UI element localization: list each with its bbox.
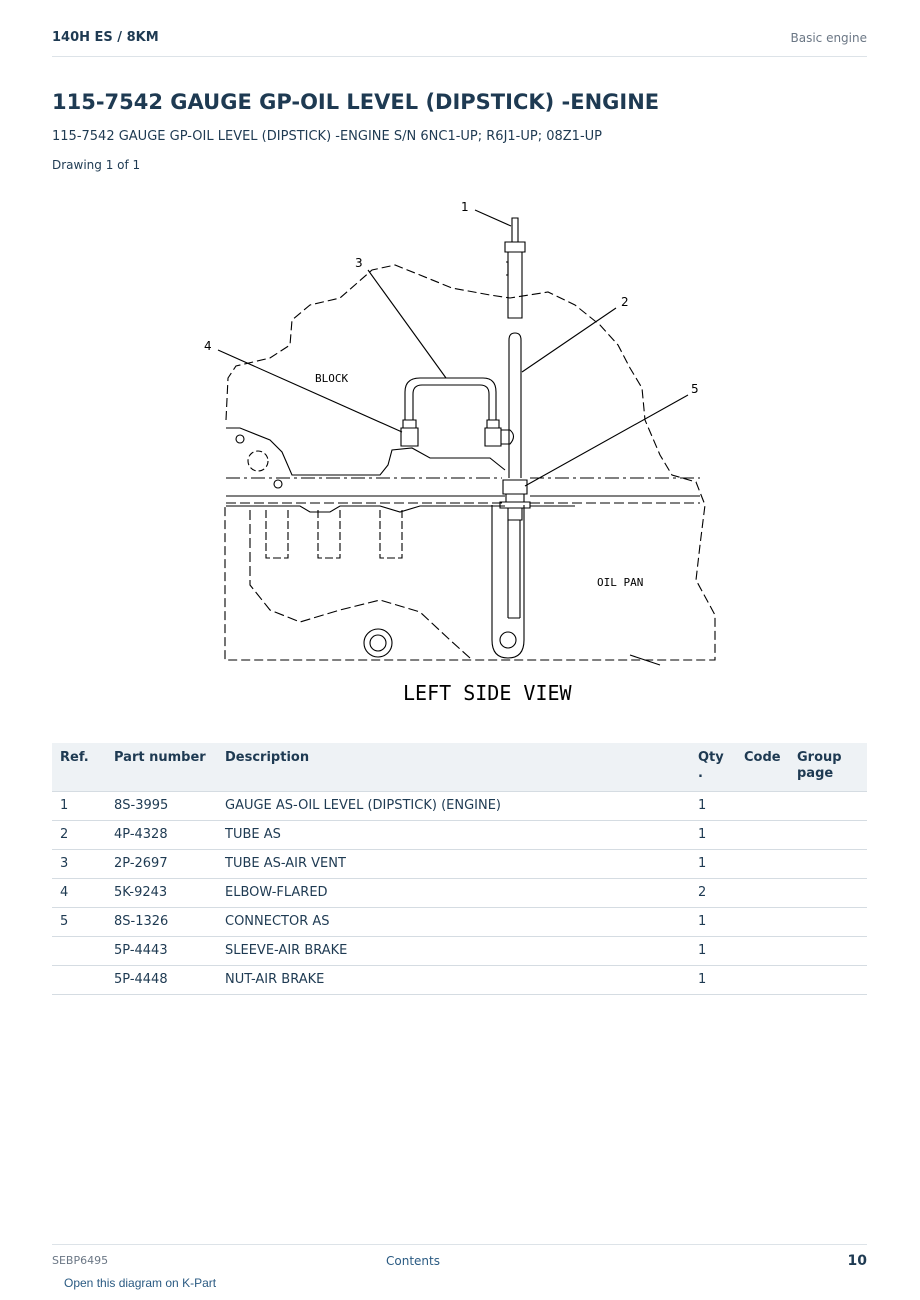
cell-code	[738, 879, 791, 908]
block-label: BLOCK	[315, 372, 349, 385]
cell-qty: 1	[692, 908, 738, 937]
contents-link[interactable]: Contents	[386, 1254, 440, 1268]
block-lower-edge	[226, 428, 505, 475]
leader-2	[522, 308, 616, 372]
cell-description: NUT-AIR BRAKE	[219, 966, 692, 995]
oil-pan-label: OIL PAN	[597, 576, 644, 589]
header-ref: Ref.	[52, 743, 108, 792]
view-label: LEFT SIDE VIEW	[403, 681, 572, 705]
callout-1: 1	[461, 200, 469, 214]
table-header-row	[52, 743, 867, 792]
cell-group-page	[791, 792, 867, 821]
drain-boss	[364, 629, 392, 657]
cell-description: ELBOW-FLARED	[219, 879, 692, 908]
page-subtitle: 115-7542 GAUGE GP-OIL LEVEL (DIPSTICK) -ENGINE S/N 6NC1-UP; R6J1-UP; 08Z1-UP	[52, 129, 602, 144]
parts-diagram	[150, 192, 770, 712]
open-k-part-link[interactable]: Open this diagram on K-Part	[64, 1276, 217, 1290]
section-name: Basic engine	[790, 31, 867, 45]
sump-pocket-3	[380, 510, 402, 558]
cell-ref: 4	[52, 879, 108, 908]
cell-description: CONNECTOR AS	[219, 908, 692, 937]
callout-5: 5	[691, 382, 699, 396]
cell-ref: 2	[52, 821, 108, 850]
pan-edge	[226, 506, 575, 512]
cell-ref	[52, 966, 108, 995]
cell-qty: 1	[692, 792, 738, 821]
header-code: Code	[738, 743, 791, 792]
cell-code	[738, 821, 791, 850]
leader-1	[475, 210, 511, 226]
cell-group-page	[791, 966, 867, 995]
callout-4: 4	[204, 339, 212, 353]
model-breadcrumb: 140H ES / 8KM	[52, 30, 159, 45]
table-row	[52, 879, 867, 908]
cell-code	[738, 966, 791, 995]
cell-ref: 5	[52, 908, 108, 937]
cell-group-page	[791, 850, 867, 879]
cell-part-number: 2P-2697	[108, 850, 219, 879]
cell-qty: 1	[692, 937, 738, 966]
page-footer	[52, 1244, 867, 1275]
cell-group-page	[791, 821, 867, 850]
cell-description: GAUGE AS-OIL LEVEL (DIPSTICK) (ENGINE)	[219, 792, 692, 821]
table-row	[52, 850, 867, 879]
cell-ref: 3	[52, 850, 108, 879]
cell-part-number: 5P-4448	[108, 966, 219, 995]
cell-ref	[52, 937, 108, 966]
elbow-left	[401, 420, 418, 446]
cell-description: TUBE AS-AIR VENT	[219, 850, 692, 879]
leader-4	[218, 350, 402, 432]
cell-part-number: 5K-9243	[108, 879, 219, 908]
cell-part-number: 4P-4328	[108, 821, 219, 850]
leader-5	[525, 395, 688, 486]
cell-ref: 1	[52, 792, 108, 821]
cell-description: TUBE AS	[219, 821, 692, 850]
page-title: 115-7542 GAUGE GP-OIL LEVEL (DIPSTICK) -ENGINE	[52, 90, 660, 114]
callout-3: 3	[355, 256, 363, 270]
drawing-count: Drawing 1 of 1	[52, 158, 141, 172]
table-row	[52, 966, 867, 995]
tube-as	[509, 333, 521, 478]
document-id: SEBP6495	[52, 1254, 109, 1267]
page-header	[52, 28, 867, 57]
leader-3	[368, 270, 446, 378]
header-group-page: Group page	[791, 743, 867, 792]
cell-qty: 2	[692, 879, 738, 908]
table-row	[52, 792, 867, 821]
cell-part-number: 8S-3995	[108, 792, 219, 821]
sump-pocket-1	[266, 510, 288, 558]
cell-group-page	[791, 908, 867, 937]
bolt-hole	[248, 451, 268, 471]
callout-2: 2	[621, 295, 629, 309]
cell-group-page	[791, 879, 867, 908]
parts-table	[52, 743, 867, 995]
table-row	[52, 908, 867, 937]
vent-tube	[405, 378, 496, 420]
cell-group-page	[791, 937, 867, 966]
cell-qty: 1	[692, 850, 738, 879]
cell-description: SLEEVE-AIR BRAKE	[219, 937, 692, 966]
pan-contour	[250, 510, 470, 658]
cell-qty: 1	[692, 966, 738, 995]
table-row	[52, 821, 867, 850]
page-number: 10	[847, 1253, 867, 1269]
header-qty: Qty .	[692, 743, 738, 792]
header-description: Description	[219, 743, 692, 792]
cell-code	[738, 792, 791, 821]
cell-code	[738, 937, 791, 966]
cell-code	[738, 908, 791, 937]
cell-part-number: 5P-4443	[108, 937, 219, 966]
cell-code	[738, 850, 791, 879]
table-row	[52, 937, 867, 966]
cell-qty: 1	[692, 821, 738, 850]
cell-part-number: 8S-1326	[108, 908, 219, 937]
sump-pocket-2	[318, 510, 340, 558]
engine-outline	[225, 265, 715, 660]
header-part-number: Part number	[108, 743, 219, 792]
